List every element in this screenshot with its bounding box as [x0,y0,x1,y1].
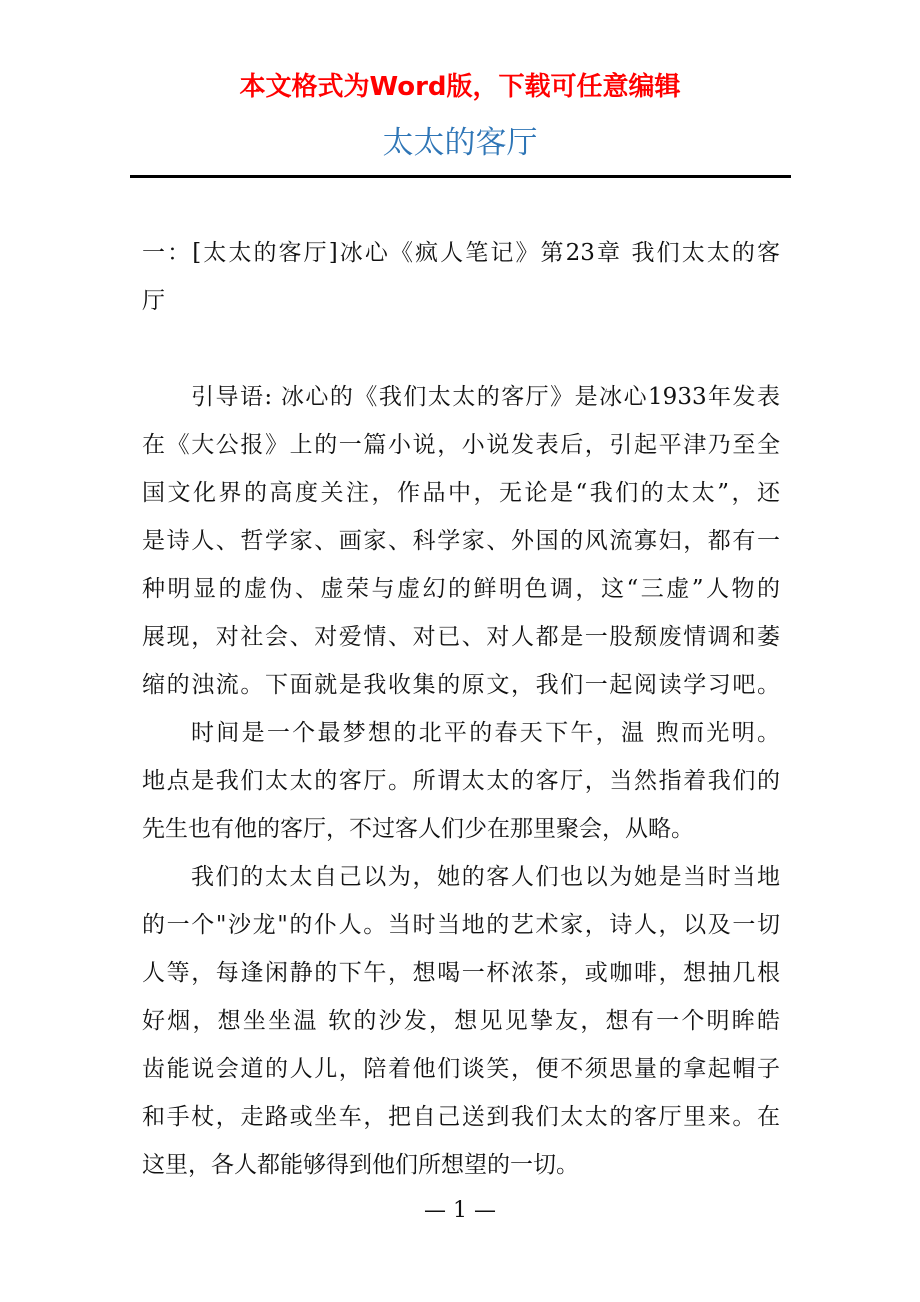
paragraph-line: 的一个"沙龙"的仆人。当时当地的艺术家，诗人，以及一切 [142,912,780,938]
paragraph-line: 先生也有他的客厅，不过客人们少在那里聚会，从略。 [142,816,694,842]
page-number: — 1 — [424,1198,496,1223]
section-heading-line: 厅 [142,288,165,314]
format-notice: 本文格式为Word版，下载可任意编辑 [239,72,681,102]
paragraph-line: 在《大公报》上的一篇小说，小说发表后，引起平津乃至全 [142,432,780,458]
paragraph-line: 和手杖，走路或坐车，把自己送到我们太太的客厅里来。在 [142,1104,780,1130]
section-heading-line: 一：[太太的客厅]冰心《疯人笔记》第23章 我们太太的客 [142,240,780,266]
paragraph-line: 好烟，想坐坐温 软的沙发，想见见挚友，想有一个明眸皓 [142,1008,780,1034]
document-title: 太太的客厅 [382,125,538,161]
paragraph-line: 我们的太太自己以为，她的客人们也以为她是当时当地 [191,864,780,890]
paragraph-line: 展现，对社会、对爱情、对已、对人都是一股颓废情调和萎 [142,624,780,650]
paragraph-line: 齿能说会道的人儿，陪着他们谈笑，便不须思量的拿起帽子 [142,1056,780,1082]
paragraph-line: 种明显的虚伪、虚荣与虚幻的鲜明色调，这“三虚”人物的 [142,576,780,602]
paragraph-line: 是诗人、哲学家、画家、科学家、外国的风流寡妇，都有一 [142,528,780,554]
paragraph-line: 引导语: 冰心的《我们太太的客厅》是冰心1933年发表 [191,384,780,410]
paragraph-line: 这里，各人都能够得到他们所想望的一切。 [142,1152,579,1178]
paragraph-line: 时间是一个最梦想的北平的春天下午，温 煦而光明。 [191,720,780,746]
paragraph-line: 人等，每逢闲静的下午，想喝一杯浓茶，或咖啡，想抽几根 [142,960,780,986]
title-divider [130,175,791,178]
paragraph-line: 地点是我们太太的客厅。所谓太太的客厅，当然指着我们的 [142,768,780,794]
paragraph-line: 缩的浊流。下面就是我收集的原文，我们一起阅读学习吧。 [142,672,780,698]
paragraph-line: 国文化界的高度关注，作品中，无论是“我们的太太”，还 [142,480,780,506]
